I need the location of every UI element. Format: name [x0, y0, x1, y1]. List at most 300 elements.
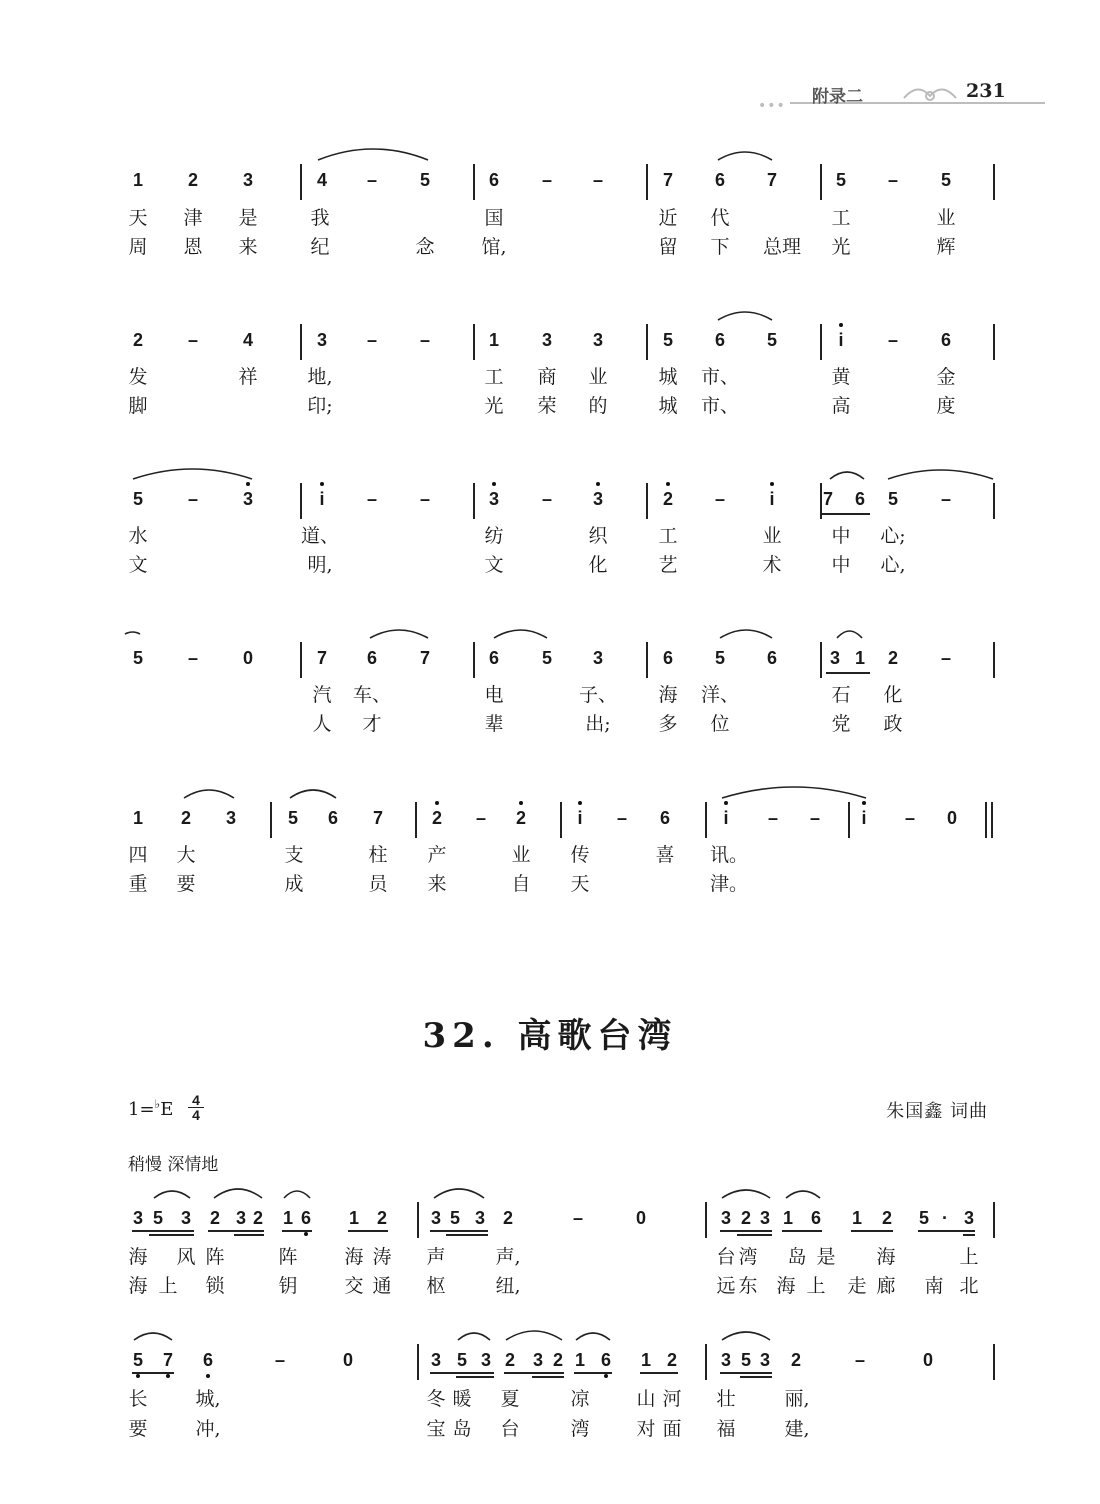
lyric-line-1: 祥	[238, 366, 258, 388]
note: 2	[187, 170, 199, 190]
lyric-line-1: 海	[344, 1246, 364, 1268]
note: 6	[854, 489, 866, 509]
underline-beam	[208, 1230, 264, 1232]
underline-beam	[918, 1230, 975, 1232]
note: i	[769, 489, 775, 509]
underline-beam	[851, 1230, 893, 1232]
lyric-line-1: 声	[426, 1246, 446, 1268]
lyric-line-2: 念	[415, 236, 435, 258]
lyric-line-1: 支	[284, 844, 304, 866]
lyric-line-2: 枢	[426, 1275, 446, 1297]
underline-beam	[456, 1376, 494, 1378]
key-signature	[128, 1097, 173, 1120]
barline	[993, 483, 995, 519]
note: 7	[766, 170, 778, 190]
lyric-line-2: 荣	[537, 395, 557, 417]
slur	[576, 1333, 610, 1340]
song-title: 32. 高歌台湾	[422, 1016, 678, 1056]
note: 3	[963, 1208, 975, 1228]
lyric-line-2: 城	[658, 395, 678, 417]
note: –	[887, 330, 899, 350]
lyric-line-2: 宝	[426, 1418, 446, 1440]
note: 3	[532, 1350, 544, 1370]
lyric-line-2: 廊	[876, 1275, 896, 1297]
note: 1	[132, 808, 144, 828]
note: 3	[720, 1350, 732, 1370]
octave-dot	[304, 1232, 308, 1236]
lyric-line-2: 党	[831, 713, 851, 735]
lyric-line-1: 业	[588, 366, 608, 388]
lyric-line-1: 车、	[352, 684, 392, 706]
note: 1	[854, 648, 866, 668]
lyric-line-1: 海	[876, 1246, 896, 1268]
underline-beam	[348, 1230, 388, 1232]
note: –	[592, 170, 604, 190]
note: 6	[300, 1208, 312, 1228]
note: 3	[592, 330, 604, 350]
lyric-line-1: 市、	[700, 366, 740, 388]
note: 2	[552, 1350, 564, 1370]
note: –	[940, 648, 952, 668]
lyric-line-2: 对	[636, 1418, 656, 1440]
lyric-line-2: 文	[484, 554, 504, 576]
note: 5	[940, 170, 952, 190]
note: 5	[541, 648, 553, 668]
underline-beam	[446, 1234, 488, 1236]
note: 6	[766, 648, 778, 668]
lyric-line-1: 化	[883, 684, 903, 706]
note: 1	[851, 1208, 863, 1228]
underline-beam	[504, 1372, 564, 1374]
note: 3	[180, 1208, 192, 1228]
slur	[284, 1191, 310, 1198]
note: 2	[376, 1208, 388, 1228]
note: 2	[666, 1350, 678, 1370]
lyric-line-2: 市、	[700, 395, 740, 417]
lyric-line-2: 面	[662, 1418, 682, 1440]
barline	[705, 1202, 707, 1238]
note: 3	[474, 1208, 486, 1228]
lyric-line-2: 走	[847, 1275, 867, 1297]
lyric-line-1: 津	[183, 207, 203, 229]
barline	[300, 324, 302, 360]
octave-dot	[770, 482, 774, 486]
lyric-line-2: 员	[368, 873, 388, 895]
octave-dot	[519, 801, 523, 805]
note: 0	[946, 808, 958, 828]
note: –	[541, 170, 553, 190]
note: 5	[449, 1208, 461, 1228]
lyric-line-2: 人	[312, 713, 332, 735]
underline-beam	[720, 1372, 772, 1374]
barline	[415, 802, 417, 838]
slur	[722, 1190, 770, 1198]
note: 5	[740, 1350, 752, 1370]
lyric-line-1: 电	[484, 684, 504, 706]
time-bottom: 4	[188, 1107, 204, 1122]
lyric-line-1: 织	[588, 525, 608, 547]
lyric-line-2: 文	[128, 554, 148, 576]
flat-icon: ♭	[154, 1097, 161, 1111]
lyric-line-2: 交	[344, 1275, 364, 1297]
lyric-line-2: 馆,	[481, 236, 507, 258]
note: 1	[782, 1208, 794, 1228]
lyric-line-1: 洋、	[700, 684, 740, 706]
note: 5	[456, 1350, 468, 1370]
lyric-line-2: 化	[588, 554, 608, 576]
lyric-line-2: 多	[658, 713, 678, 735]
barline	[820, 164, 822, 200]
note: 2	[504, 1350, 516, 1370]
note: 6	[810, 1208, 822, 1228]
lyric-line-2: 通	[372, 1275, 392, 1297]
note: 6	[366, 648, 378, 668]
lyric-line-2: 纽,	[495, 1275, 521, 1297]
slur	[722, 787, 866, 798]
barline	[993, 324, 995, 360]
slur	[494, 630, 547, 638]
note: 3	[225, 808, 237, 828]
barline	[646, 483, 648, 519]
note: 5	[714, 648, 726, 668]
note: 0	[342, 1350, 354, 1370]
note: 2	[252, 1208, 264, 1228]
note: 5	[835, 170, 847, 190]
note: 5	[918, 1208, 930, 1228]
note: 3	[430, 1350, 442, 1370]
lyric-line-1: 金	[936, 366, 956, 388]
lyric-line-1: 冬	[426, 1388, 446, 1410]
note: 7	[162, 1350, 174, 1370]
note: 7	[316, 648, 328, 668]
note: 1	[348, 1208, 360, 1228]
lyric-line-1: 柱	[368, 844, 388, 866]
lyric-line-2: 留	[658, 236, 678, 258]
lyric-line-1: 传	[570, 844, 590, 866]
lyric-line-1: 天	[128, 207, 148, 229]
barline	[417, 1344, 419, 1380]
note: –	[616, 808, 628, 828]
note: 5	[132, 648, 144, 668]
key-letter: E	[160, 1099, 174, 1120]
lyric-line-2: 中	[831, 554, 851, 576]
lyric-line-2: 北	[959, 1275, 979, 1297]
octave-dot	[839, 323, 843, 327]
lyric-line-2: 脚	[128, 395, 148, 417]
note: –	[274, 1350, 286, 1370]
lyric-line-2: 重	[128, 873, 148, 895]
note: –	[366, 170, 378, 190]
note: 7	[419, 648, 431, 668]
barline	[473, 483, 475, 519]
note: 5	[662, 330, 674, 350]
lyric-line-1: 山	[636, 1388, 656, 1410]
barline	[705, 1344, 707, 1380]
lyric-line-2: 钥	[278, 1275, 298, 1297]
note: i	[838, 330, 844, 350]
barline	[993, 1344, 995, 1380]
octave-dot	[136, 1374, 140, 1378]
slur	[290, 790, 336, 798]
lyric-line-2: 才	[362, 713, 382, 735]
note: 7	[822, 489, 834, 509]
slur	[830, 472, 864, 479]
note: –	[541, 489, 553, 509]
slur	[718, 312, 772, 320]
note: 1	[488, 330, 500, 350]
note: 3	[541, 330, 553, 350]
note: 3	[242, 170, 254, 190]
lyric-line-1: 代	[710, 207, 730, 229]
lyric-line-1: 上	[959, 1246, 979, 1268]
lyric-line-2: 印;	[307, 395, 333, 417]
lyric-line-1: 石	[831, 684, 851, 706]
lyric-line-1: 发	[128, 366, 148, 388]
slur	[888, 470, 993, 479]
lyric-line-2: 福	[716, 1418, 736, 1440]
slur	[786, 1191, 820, 1198]
note: 5	[287, 808, 299, 828]
slur	[154, 1191, 190, 1198]
lyric-line-2: 来	[238, 236, 258, 258]
underline-beam	[132, 1372, 174, 1374]
header-section-label: 附录二	[812, 87, 863, 107]
lyric-line-2: 津。	[709, 873, 749, 895]
slur	[370, 630, 428, 638]
note: –	[187, 330, 199, 350]
lyric-line-2: 位	[710, 713, 730, 735]
barline	[300, 164, 302, 200]
lyric-line-1: 涛	[372, 1246, 392, 1268]
lyric-line-2: 上	[158, 1275, 178, 1297]
lyric-line-2: 海	[776, 1275, 796, 1297]
lyric-line-2: 光	[831, 236, 851, 258]
note: –	[940, 489, 952, 509]
underline-beam	[574, 1372, 612, 1374]
octave-dot	[492, 482, 496, 486]
barline	[993, 164, 995, 200]
note: 3	[720, 1208, 732, 1228]
note: 5	[766, 330, 778, 350]
slur	[434, 1189, 484, 1198]
lyric-line-1: 商	[537, 366, 557, 388]
underline-beam	[282, 1230, 312, 1232]
slur	[720, 630, 772, 638]
slur	[134, 1333, 172, 1340]
octave-dot	[166, 1374, 170, 1378]
header-dots: •••	[758, 98, 786, 114]
note: 3	[488, 489, 500, 509]
lyric-line-2: 光	[484, 395, 504, 417]
note: 6	[714, 330, 726, 350]
lyric-line-1: 城	[658, 366, 678, 388]
lyric-line-1: 业	[762, 525, 782, 547]
lyric-line-2: 度	[936, 395, 956, 417]
lyric-line-1: 国	[484, 207, 504, 229]
lyric-line-2: 总理	[762, 236, 802, 258]
note: 2	[209, 1208, 221, 1228]
underline-beam	[737, 1234, 772, 1236]
lyric-line-2: 湾	[570, 1418, 590, 1440]
time-signature	[188, 1093, 204, 1122]
note: 5	[132, 489, 144, 509]
note: 2	[790, 1350, 802, 1370]
note: 3	[242, 489, 254, 509]
underline-beam	[782, 1230, 822, 1232]
lyric-line-1: 水	[128, 525, 148, 547]
lyric-line-1: 心;	[880, 525, 906, 547]
barline	[820, 642, 822, 678]
underline-beam	[720, 1230, 772, 1232]
lyric-line-2: 自	[511, 873, 531, 895]
lyric-line-1: 是	[816, 1246, 836, 1268]
note: –	[187, 489, 199, 509]
octave-dot	[862, 801, 866, 805]
note: 3	[316, 330, 328, 350]
note: 5	[887, 489, 899, 509]
lyric-line-2: 明,	[307, 554, 333, 576]
note: 6	[202, 1350, 214, 1370]
lyric-line-1: 黄	[831, 366, 851, 388]
lyric-line-1: 台	[716, 1246, 736, 1268]
tempo-marking: 稍慢 深情地	[128, 1155, 219, 1175]
barline	[300, 642, 302, 678]
note: –	[887, 170, 899, 190]
note: i	[861, 808, 867, 828]
barline	[991, 802, 993, 838]
lyric-line-1: 中	[831, 525, 851, 547]
lyric-line-2: 成	[284, 873, 304, 895]
lyric-line-2: 辈	[484, 713, 504, 735]
note: 3	[132, 1208, 144, 1228]
note: 6	[327, 808, 339, 828]
note: 6	[600, 1350, 612, 1370]
lyric-line-1: 暖	[452, 1388, 472, 1410]
lyric-line-2: 艺	[658, 554, 678, 576]
note: –	[904, 808, 916, 828]
note: –	[187, 648, 199, 668]
note: 6	[488, 170, 500, 190]
note: –	[714, 489, 726, 509]
note: 3	[759, 1208, 771, 1228]
note: –	[767, 808, 779, 828]
barline	[993, 1202, 995, 1238]
slur	[318, 149, 428, 160]
lyric-line-2: 出;	[585, 713, 611, 735]
barline	[848, 802, 850, 838]
octave-dot	[724, 801, 728, 805]
octave-dot	[578, 801, 582, 805]
underline-beam	[532, 1376, 564, 1378]
lyric-line-2: 心,	[880, 554, 906, 576]
lyric-line-1: 岛	[787, 1246, 807, 1268]
barline	[560, 802, 562, 838]
lyric-line-1: 工	[831, 207, 851, 229]
lyric-line-2: 东	[738, 1275, 758, 1297]
slur	[458, 1333, 490, 1340]
barline	[473, 164, 475, 200]
slur	[506, 1331, 562, 1340]
note: 1	[640, 1350, 652, 1370]
note: –	[475, 808, 487, 828]
barline	[985, 802, 987, 838]
barline	[646, 324, 648, 360]
underline-beam	[234, 1234, 264, 1236]
note: –	[419, 489, 431, 509]
lyric-line-1: 长	[128, 1388, 148, 1410]
note: i	[723, 808, 729, 828]
lyric-line-1: 道、	[300, 525, 340, 547]
lyric-line-2: 下	[710, 236, 730, 258]
lyric-line-2: 上	[806, 1275, 826, 1297]
note: 5	[419, 170, 431, 190]
lyric-line-1: 河	[662, 1388, 682, 1410]
note: 2	[502, 1208, 514, 1228]
lyric-line-2: 来	[427, 873, 447, 895]
octave-dot	[596, 482, 600, 486]
lyric-line-1: 湾	[738, 1246, 758, 1268]
note: 3	[430, 1208, 442, 1228]
octave-dot	[666, 482, 670, 486]
lyric-line-1: 我	[310, 207, 330, 229]
note: 0	[635, 1208, 647, 1228]
lyric-line-1: 产	[427, 844, 447, 866]
lyric-line-2: 台	[500, 1418, 520, 1440]
lyric-line-1: 阵	[205, 1246, 225, 1268]
lyric-line-2: 天	[570, 873, 590, 895]
note: 3	[592, 648, 604, 668]
lyric-line-1: 丽,	[784, 1388, 810, 1410]
lyric-line-1: 凉	[570, 1388, 590, 1410]
note: 2	[515, 808, 527, 828]
barline	[820, 324, 822, 360]
underline-beam	[963, 1234, 975, 1236]
lyric-line-1: 纺	[484, 525, 504, 547]
lyric-line-1: 业	[511, 844, 531, 866]
lyric-line-1: 喜	[655, 844, 675, 866]
lyric-line-1: 阵	[278, 1246, 298, 1268]
note: 2	[662, 489, 674, 509]
lyric-line-2: 建,	[784, 1418, 810, 1440]
lyric-line-1: 四	[128, 844, 148, 866]
barline	[300, 483, 302, 519]
lyric-line-2: 远	[716, 1275, 736, 1297]
underline-beam	[149, 1234, 194, 1236]
note: 4	[316, 170, 328, 190]
note: –	[366, 330, 378, 350]
note: 1	[574, 1350, 586, 1370]
note: ·	[942, 1208, 948, 1228]
lyric-line-1: 地,	[307, 366, 333, 388]
composer-credit: 朱国鑫 词曲	[886, 1101, 988, 1122]
note: 2	[740, 1208, 752, 1228]
lyric-line-1: 夏	[500, 1388, 520, 1410]
slur	[184, 790, 234, 798]
key-prefix: 1=	[128, 1099, 155, 1120]
note: 6	[659, 808, 671, 828]
lyric-line-1: 大	[176, 844, 196, 866]
note: –	[854, 1350, 866, 1370]
lyric-line-1: 海	[128, 1246, 148, 1268]
note: 6	[940, 330, 952, 350]
note: i	[319, 489, 325, 509]
note: 3	[235, 1208, 247, 1228]
underline-beam	[820, 513, 870, 515]
note: 1	[132, 170, 144, 190]
lyric-line-1: 子、	[578, 684, 618, 706]
page-number: 231	[966, 80, 1006, 102]
lyric-line-1: 壮	[716, 1388, 736, 1410]
